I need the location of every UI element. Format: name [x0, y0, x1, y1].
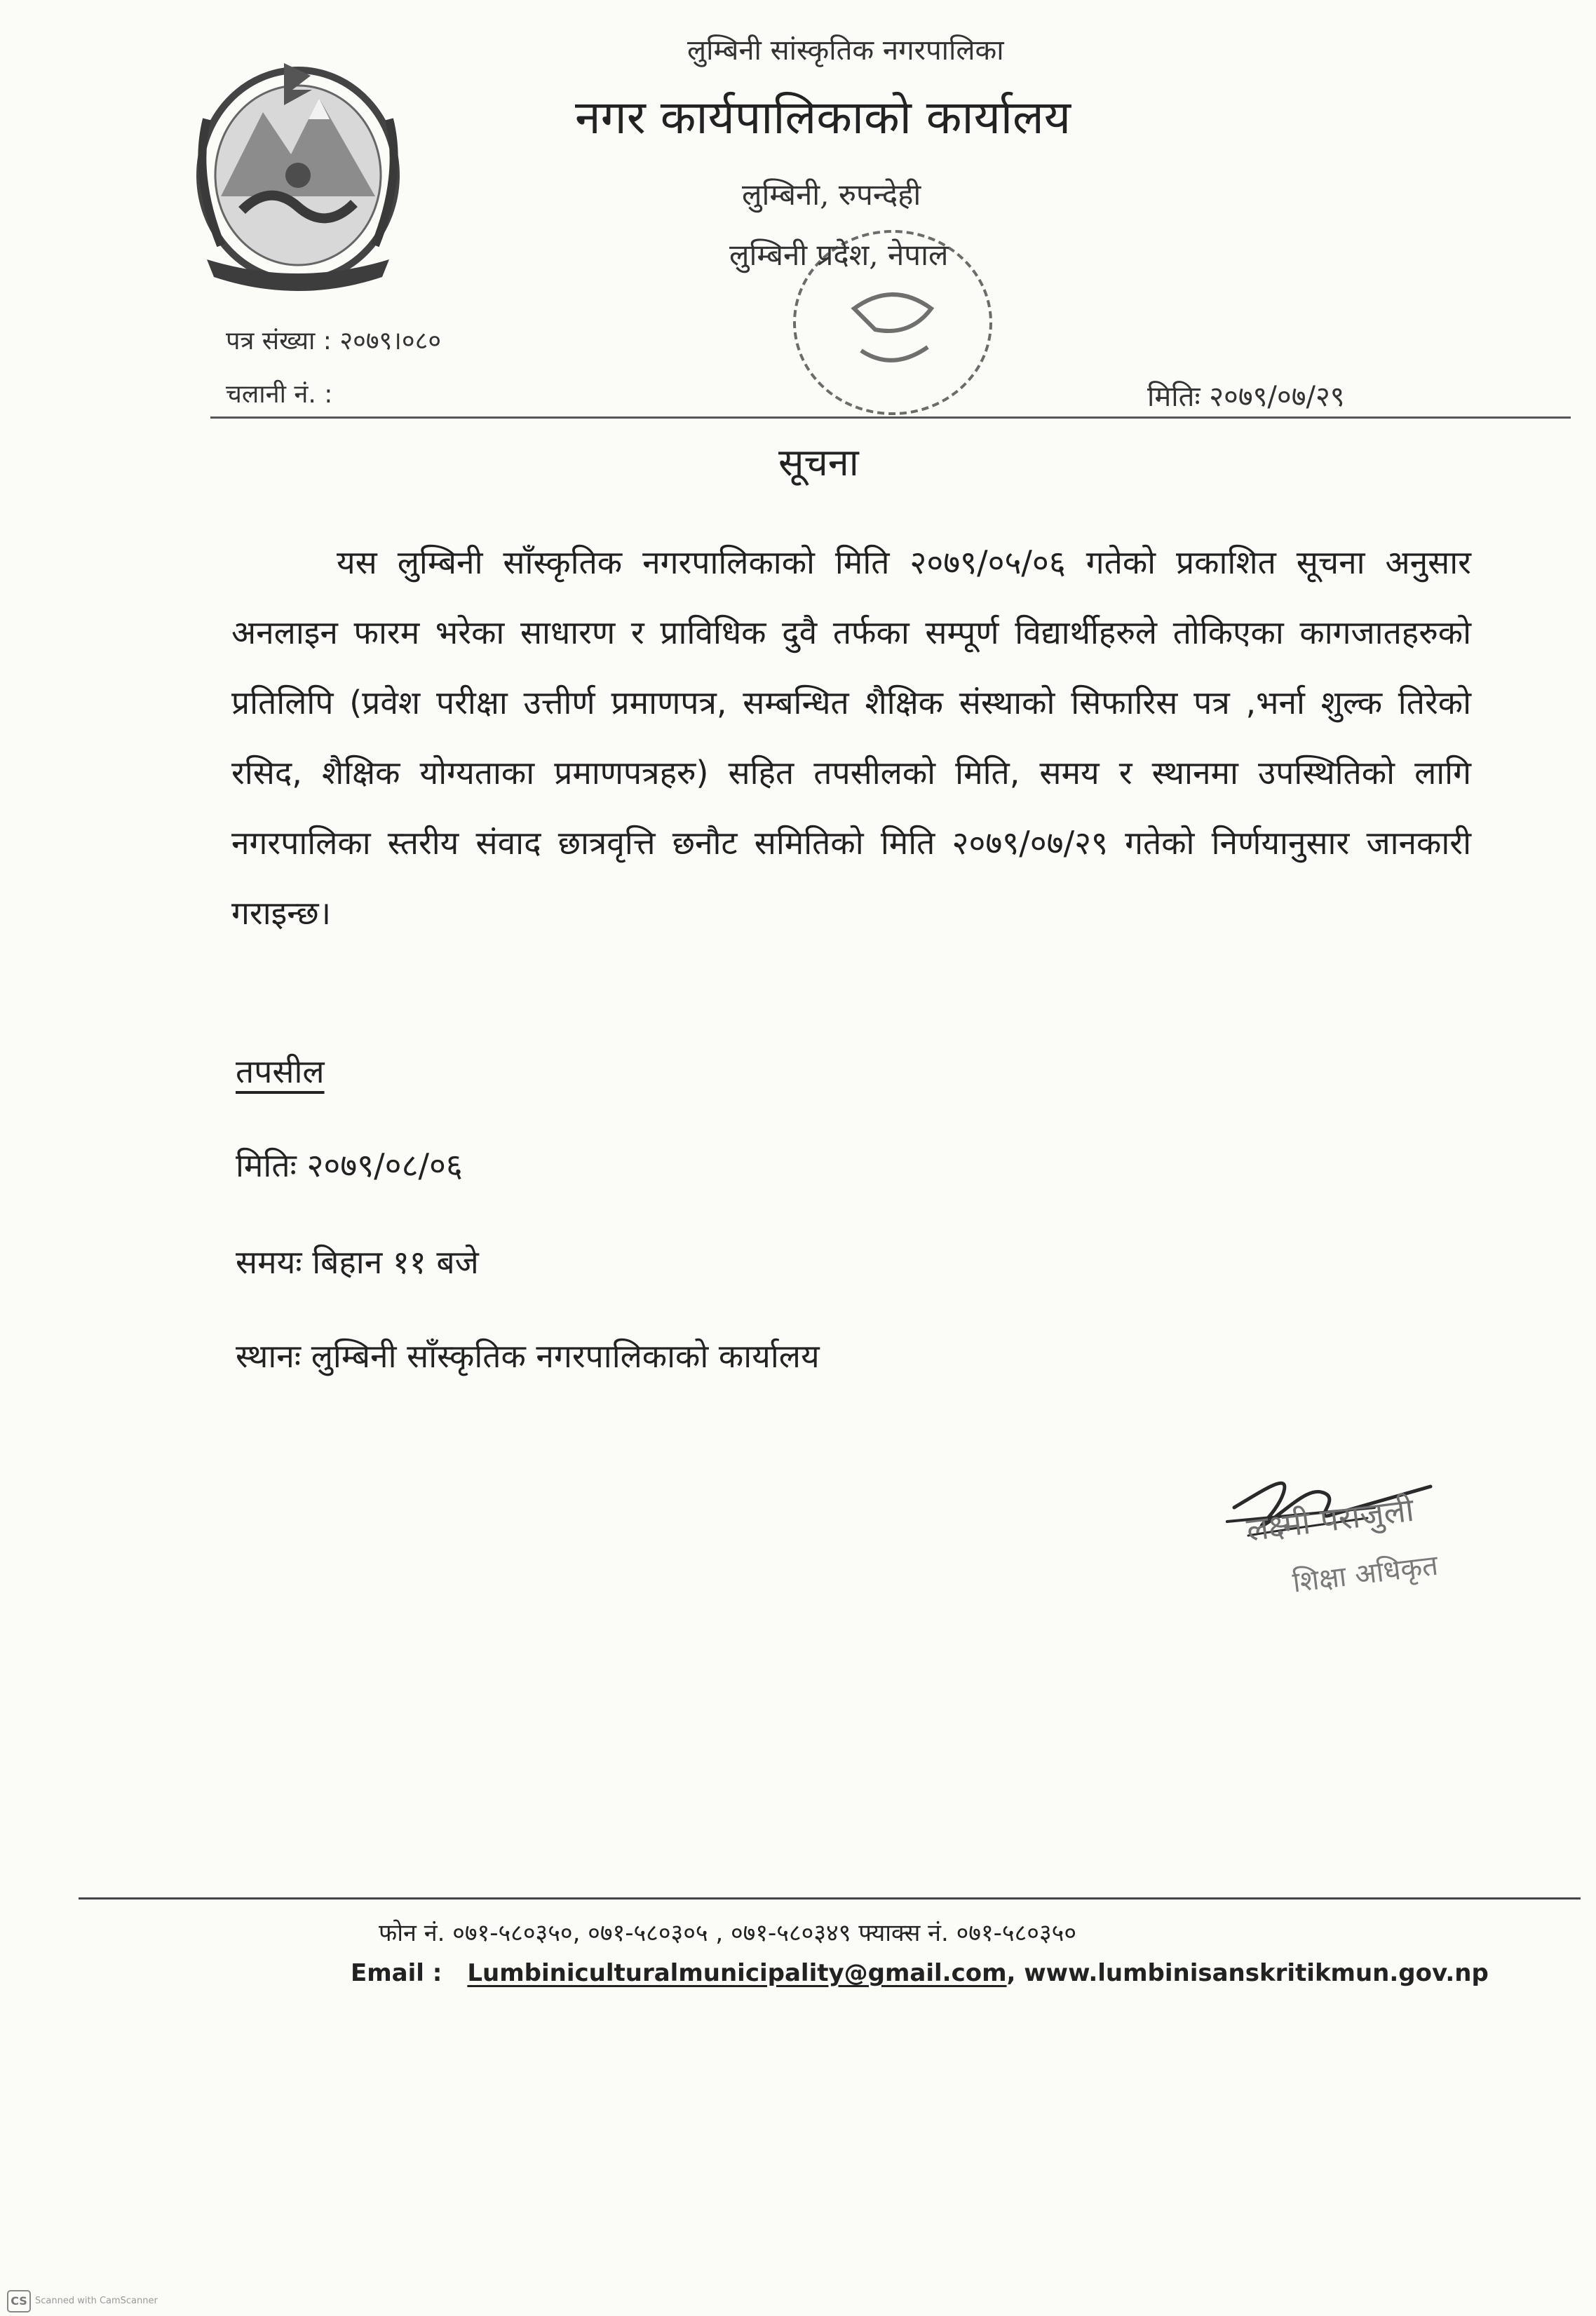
letter-reference-number: पत्र संख्या : २०७९।०८०: [226, 327, 442, 355]
notice-body-paragraph: यस लुम्बिनी साँस्कृतिक नगरपालिकाको मिति २०७९/०५/०६ गतेको प्रकाशित सूचना अनुसार अनलाइन फारम भरेका साधारण र प्राविधिक दुवै तर्फका सम्पूर्ण विद्यार्थीहरुले तोकिएका कागजातहरुको प्रतिलिपि (प्रवेश परीक्षा उत्तीर्ण प्रमाणपत्र, सम्बन्धित शैक्षिक संस्थाको सिफारिस पत्र ,भर्ना शुल्क तिरेको रसिद, शैक्षिक योग्यताका प्रमाणपत्रहरु) सहित तपसीलको मिति, समय र स्थानमा उपस्थितिको लागि नगरपालिका स्तरीय संवाद छात्रवृत्ति छनौट समितिको मिति २०७९/०७/२९ गतेको निर्णयानुसार जानकारी गराइन्छ।: [231, 543, 1471, 932]
letter-date: मितिः २०७९/०७/२९: [1147, 381, 1345, 413]
coat-of-arms-emblem: [179, 35, 417, 302]
notice-heading: सूचना: [778, 440, 859, 485]
signer-title: शिक्षा अधिकृत: [1290, 1549, 1440, 1599]
email-label: Email :: [351, 1959, 442, 1987]
footer-phone-fax: फोन नं. ०७१-५८०३५०, ०७१-५८०३०५ , ०७१-५८०३४९ फ्याक्स नं. ०७१-५८०३५०: [379, 1919, 1077, 1947]
office-stamp: [777, 217, 1008, 428]
details-heading: तपसील: [236, 1052, 325, 1090]
website-text: , www.lumbinisanskritikmun.gov.np: [1006, 1959, 1489, 1987]
details-venue: स्थानः लुम्बिनी साँस्कृतिक नगरपालिकाको कार्यालय: [236, 1337, 820, 1375]
camscanner-logo-icon: CS: [7, 2290, 31, 2312]
dispatch-number: चलानी नं. :: [226, 380, 333, 409]
office-province: लुम्बिनी प्रदेश, नेपाल: [729, 238, 949, 272]
details-date: मितिः २०७९/०८/०६: [236, 1146, 463, 1184]
footer-divider: [79, 1897, 1581, 1899]
office-place: लुम्बिनी, रुपन्देही: [742, 177, 921, 212]
signer-name: लक्ष्मी पराजुली: [1244, 1490, 1416, 1549]
municipality-name-small: लुम्बिनी सांस्कृतिक नगरपालिका: [687, 34, 1004, 67]
header-divider: [210, 417, 1571, 419]
office-title: नगर कार्यपालिकाको कार्यालय: [575, 90, 1071, 144]
camscanner-watermark-text: Scanned with CamScanner: [35, 2296, 158, 2306]
email-link[interactable]: Lumbiniculturalmunicipality@gmail.com: [467, 1959, 1007, 1987]
details-time: समयः बिहान ११ बजे: [236, 1243, 479, 1281]
footer-contact: [351, 1959, 1489, 1987]
